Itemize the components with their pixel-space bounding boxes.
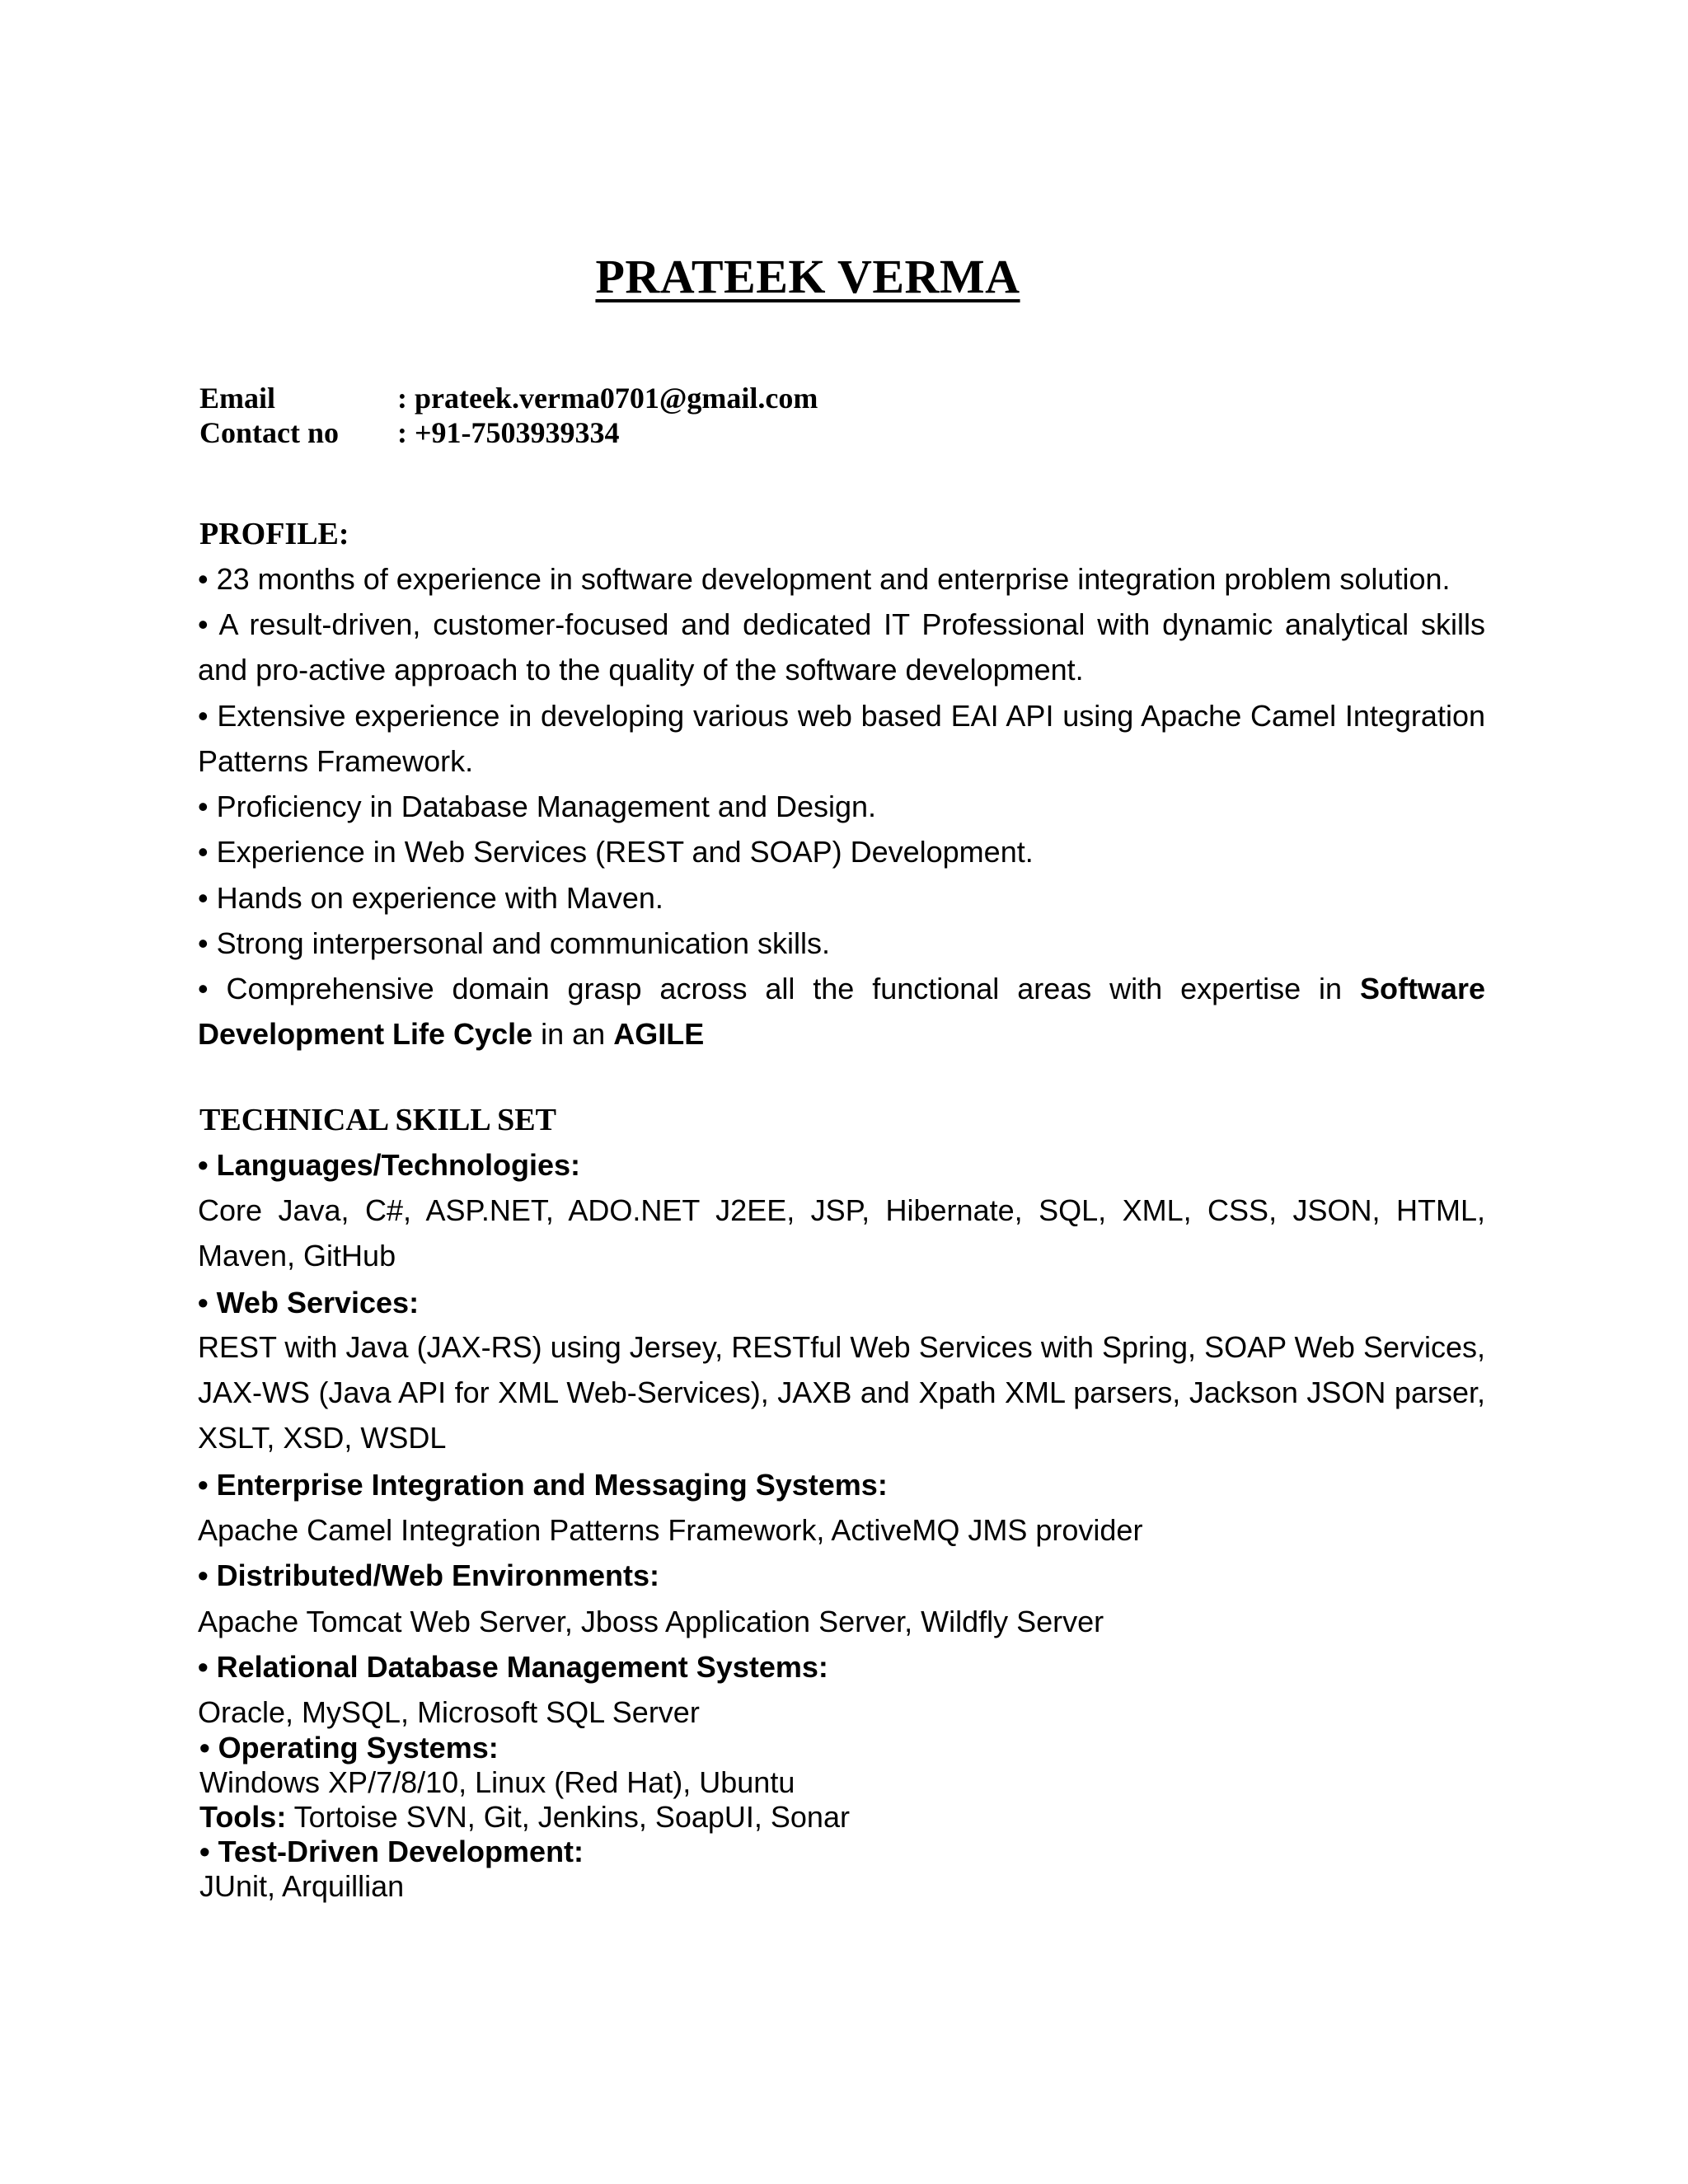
skill-label-os: • Operating Systems: <box>199 1731 499 1765</box>
skill-value-languages: Core Java, C#, ASP.NET, ADO.NET J2EE, JSP, Hibernate, SQL, XML, CSS, JSON, HTML, Maven, GitHub <box>198 1193 1485 1272</box>
skill-row-tools <box>199 1800 850 1835</box>
email-label: Email <box>199 382 276 415</box>
profile-heading: PROFILE: <box>199 517 349 551</box>
email-row <box>199 381 818 415</box>
profile-item: • Hands on experience with Maven. <box>198 881 663 915</box>
tools-label: Tools: <box>199 1800 287 1834</box>
skills-heading: TECHNICAL SKILL SET <box>199 1103 556 1137</box>
profile-item: • Extensive experience in developing various web based EAI API using Apache Camel Integration Patterns Framework. <box>198 699 1485 778</box>
skill-value-tdd: JUnit, Arquillian <box>199 1869 405 1903</box>
profile-item: • A result-driven, customer-focused and dedicated IT Professional with dynamic analytical skills and pro-active approach to the quality of the software development. <box>198 607 1485 687</box>
profile-item: • 23 months of experience in software development and enterprise integration problem solution. <box>198 562 1451 596</box>
profile-item: • Experience in Web Services (REST and SOAP) Development. <box>198 835 1034 869</box>
profile-item-agile <box>198 966 1485 1057</box>
skill-value-eai: Apache Camel Integration Patterns Framework, ActiveMQ JMS provider <box>198 1513 1143 1547</box>
profile-item: • Strong interpersonal and communication skills. <box>198 926 830 960</box>
phone-label: Contact no <box>199 416 339 449</box>
sdlc-emphasis: Software Development Life Cycle <box>198 972 1485 1051</box>
agile-emphasis: AGILE <box>613 1017 705 1051</box>
email-value: : prateek.verma0701@gmail.com <box>397 382 818 415</box>
skill-value-distributed: Apache Tomcat Web Server, Jboss Application Server, Wildfly Server <box>198 1605 1104 1638</box>
skill-label-eai: • Enterprise Integration and Messaging Systems: <box>198 1468 888 1502</box>
skill-value-rdbms: Oracle, MySQL, Microsoft SQL Server <box>198 1695 700 1729</box>
skill-label-languages: • Languages/Technologies: <box>198 1148 580 1182</box>
skill-label-distributed: • Distributed/Web Environments: <box>198 1558 659 1592</box>
tools-value: Tortoise SVN, Git, Jenkins, SoapUI, Sonar <box>286 1800 850 1834</box>
skill-value-webservices: REST with Java (JAX-RS) using Jersey, RESTful Web Services with Spring, SOAP Web Services, JAX-WS (Java API for XML Web-Services), JAXB and Xpath XML parsers, Jackson JSON parser, XSLT, XSD, WSDL <box>198 1330 1485 1455</box>
agile-text-middle: in an <box>532 1017 614 1051</box>
candidate-name: PRATEEK VERMA <box>595 250 1020 303</box>
skill-label-rdbms: • Relational Database Management Systems: <box>198 1650 828 1684</box>
skill-label-tdd: • Test-Driven Development: <box>199 1835 584 1868</box>
phone-row <box>199 415 620 450</box>
skill-value-os: Windows XP/7/8/10, Linux (Red Hat), Ubuntu <box>199 1765 795 1799</box>
phone-value: : +91-7503939334 <box>397 416 620 449</box>
skill-label-webservices: • Web Services: <box>198 1286 420 1319</box>
profile-item: • Proficiency in Database Management and Design. <box>198 790 877 823</box>
agile-text-prefix: • Comprehensive domain grasp across all the functional areas with expertise in <box>198 972 1360 1005</box>
